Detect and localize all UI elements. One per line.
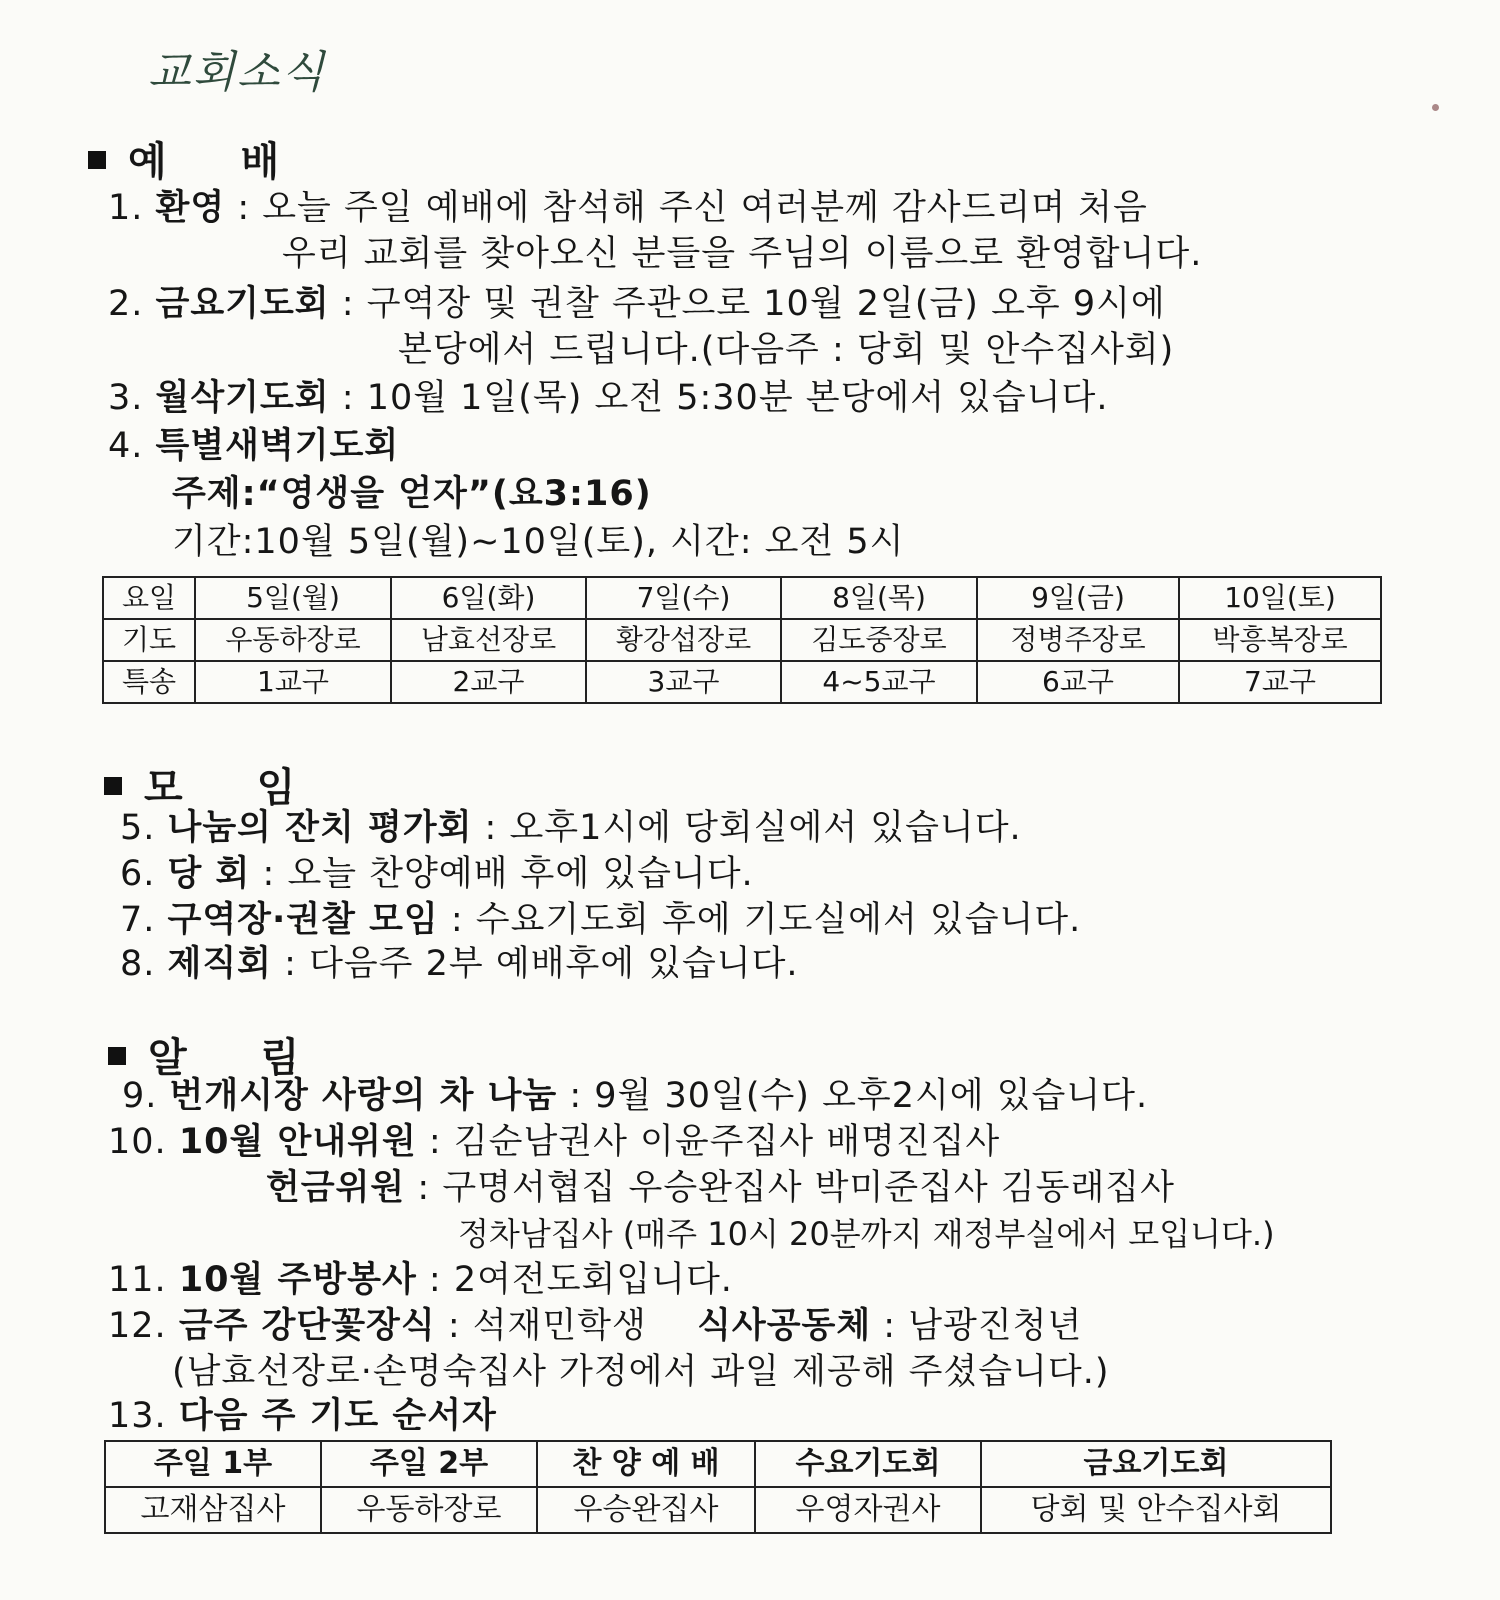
table-cell: 9일(금) [977, 577, 1179, 619]
item-13 [108, 1394, 497, 1438]
dawn-prayer-table [102, 576, 1382, 704]
item-1 [108, 186, 1148, 230]
item-number: 9. [122, 1076, 158, 1116]
item-label: 제직회 [167, 944, 272, 984]
item-3 [108, 376, 1109, 420]
item-separator: : [262, 854, 276, 894]
table-cell: 1교구 [195, 661, 391, 703]
table-cell: 당회 및 안수집사회 [981, 1487, 1331, 1533]
item-number: 4. [108, 426, 144, 466]
table-cell: 8일(목) [781, 577, 977, 619]
item-separator: : [883, 1306, 897, 1346]
item-separator: : [484, 808, 498, 848]
table-cell: 특송 [103, 661, 195, 703]
item-label: 구역장·권찰 모임 [167, 900, 439, 940]
item-text: 9월 30일(수) 오후2시에 있습니다. [594, 1076, 1149, 1116]
item-number: 3. [108, 378, 144, 418]
item-separator: : [341, 378, 355, 418]
item-separator: : [237, 188, 251, 228]
item-separator: : [447, 1306, 461, 1346]
item-12 [108, 1304, 1082, 1348]
item-text: 2여전도회입니다. [453, 1260, 733, 1300]
table-cell: 고재삼집사 [105, 1487, 321, 1533]
item-number: 11. [108, 1260, 167, 1300]
item-10-continued: 정차남집사 (매주 10시 20분까지 재정부실에서 모입니다.) [458, 1215, 1275, 1253]
item-separator: : [428, 1122, 442, 1162]
section-heading-worship [88, 130, 309, 187]
table-cell: 우동하장로 [321, 1487, 537, 1533]
item-label: 번개시장 사랑의 차 나눔 [169, 1076, 558, 1116]
item-text: 구역장 및 권찰 주관으로 10월 2일(금) 오후 9시에 [366, 284, 1166, 324]
item-number: 7. [120, 900, 156, 940]
item-label: 월삭기도회 [155, 378, 330, 418]
table-cell: 4~5교구 [781, 661, 977, 703]
table-cell: 김도중장로 [781, 619, 977, 661]
paper-speck [1432, 104, 1439, 111]
section-heading-text: 알 림 [148, 1035, 330, 1081]
item-label: 다음 주 기도 순서자 [178, 1396, 497, 1436]
item-text: 석재민학생 [472, 1306, 647, 1346]
table-cell: 6교구 [977, 661, 1179, 703]
table-cell: 10일(토) [1179, 577, 1381, 619]
item-text: 오늘 주일 예배에 참석해 주신 여러분께 감사드리며 처음 [262, 188, 1148, 228]
item-2-continued: 본당에서 드립니다.(다음주 : 당회 및 안수집사회) [398, 330, 1175, 370]
table-cell: 7일(수) [586, 577, 781, 619]
item-6 [120, 852, 754, 896]
item-number: 2. [108, 284, 144, 324]
item-text: 수요기도회 후에 기도실에서 있습니다. [475, 900, 1082, 940]
item-9 [122, 1074, 1148, 1118]
table-header-cell: 주일 1부 [105, 1441, 321, 1487]
item-5 [120, 806, 1022, 850]
item-label: 금요기도회 [155, 284, 330, 324]
table-cell: 7교구 [1179, 661, 1381, 703]
item-number: 10. [108, 1122, 167, 1162]
item-2 [108, 282, 1166, 326]
item-separator: : [428, 1260, 442, 1300]
item-text: 구명서협집 우승완집사 박미준집사 김동래집사 [442, 1168, 1175, 1208]
item-text: 오후1시에 당회실에서 있습니다. [509, 808, 1022, 848]
table-cell: 우승완집사 [537, 1487, 755, 1533]
dawn-prayer-period: 기간:10월 5일(월)~10일(토), 시간: 오전 5시 [172, 522, 905, 562]
item-12-continued: (남효선장로·손명숙집사 가정에서 과일 제공해 주셨습니다.) [172, 1352, 1110, 1392]
section-heading-text: 예 배 [128, 139, 310, 185]
item-text: 다음주 2부 예배후에 있습니다. [309, 944, 799, 984]
table-cell: 황강섭장로 [586, 619, 781, 661]
item-number: 12. [108, 1306, 167, 1346]
item-number: 1. [108, 188, 144, 228]
table-cell: 요일 [103, 577, 195, 619]
item-separator: : [417, 1168, 431, 1208]
item-label: 환영 [155, 188, 226, 228]
item-text: 김순남권사 이윤주집사 배명진집사 [453, 1122, 1001, 1162]
table-cell: 기도 [103, 619, 195, 661]
table-header-cell: 찬 양 예 배 [537, 1441, 755, 1487]
item-8 [120, 942, 799, 986]
item-label: 금주 강단꽃장식 [178, 1306, 436, 1346]
table-header-cell: 주일 2부 [321, 1441, 537, 1487]
prayer-order-table [104, 1440, 1332, 1534]
item-1-continued: 우리 교회를 찾아오신 분들을 주님의 이름으로 환영합니다. [282, 234, 1203, 274]
table-cell: 정병주장로 [977, 619, 1179, 661]
item-label: 헌금위원 [266, 1168, 406, 1208]
item-label: 특별새벽기도회 [155, 426, 400, 466]
table-row [103, 577, 1381, 619]
item-text: 10월 1일(목) 오전 5:30분 본당에서 있습니다. [366, 378, 1109, 418]
table-row [105, 1487, 1331, 1533]
section-heading-text: 모 임 [144, 765, 326, 811]
table-cell: 6일(화) [391, 577, 586, 619]
item-separator: : [341, 284, 355, 324]
item-label: 나눔의 잔치 평가회 [167, 808, 473, 848]
item-11 [108, 1258, 733, 1302]
item-10-offering [266, 1166, 1175, 1210]
item-label: 10월 안내위원 [178, 1122, 417, 1162]
table-cell: 우동하장로 [195, 619, 391, 661]
table-cell: 3교구 [586, 661, 781, 703]
item-number: 13. [108, 1396, 167, 1436]
item-7 [120, 898, 1081, 942]
item-separator: : [450, 900, 464, 940]
bullet-square-icon [88, 151, 106, 169]
item-text: 남광진청년 [908, 1306, 1083, 1346]
item-label: 식사공동체 [697, 1306, 872, 1346]
page-title: 교회소식 [148, 47, 327, 98]
section-heading-meetings [104, 756, 325, 813]
bullet-square-icon [108, 1047, 126, 1065]
item-number: 8. [120, 944, 156, 984]
item-4 [108, 424, 399, 468]
item-text: 오늘 찬양예배 후에 있습니다. [287, 854, 754, 894]
table-cell: 우영자권사 [755, 1487, 981, 1533]
item-separator: : [569, 1076, 583, 1116]
table-header-row [105, 1441, 1331, 1487]
table-row [103, 619, 1381, 661]
table-cell: 남효선장로 [391, 619, 586, 661]
item-label: 10월 주방봉사 [178, 1260, 417, 1300]
item-number: 6. [120, 854, 156, 894]
item-label: 당 회 [167, 854, 251, 894]
item-10 [108, 1120, 1000, 1164]
dawn-prayer-theme: 주제:“영생을 얻자”(요3:16) [172, 474, 652, 514]
bullet-square-icon [104, 777, 122, 795]
item-number: 5. [120, 808, 156, 848]
table-header-cell: 수요기도회 [755, 1441, 981, 1487]
table-cell: 2교구 [391, 661, 586, 703]
table-cell: 박흥복장로 [1179, 619, 1381, 661]
item-separator: : [284, 944, 297, 984]
table-cell: 5일(월) [195, 577, 391, 619]
table-header-cell: 금요기도회 [981, 1441, 1331, 1487]
table-row [103, 661, 1381, 703]
